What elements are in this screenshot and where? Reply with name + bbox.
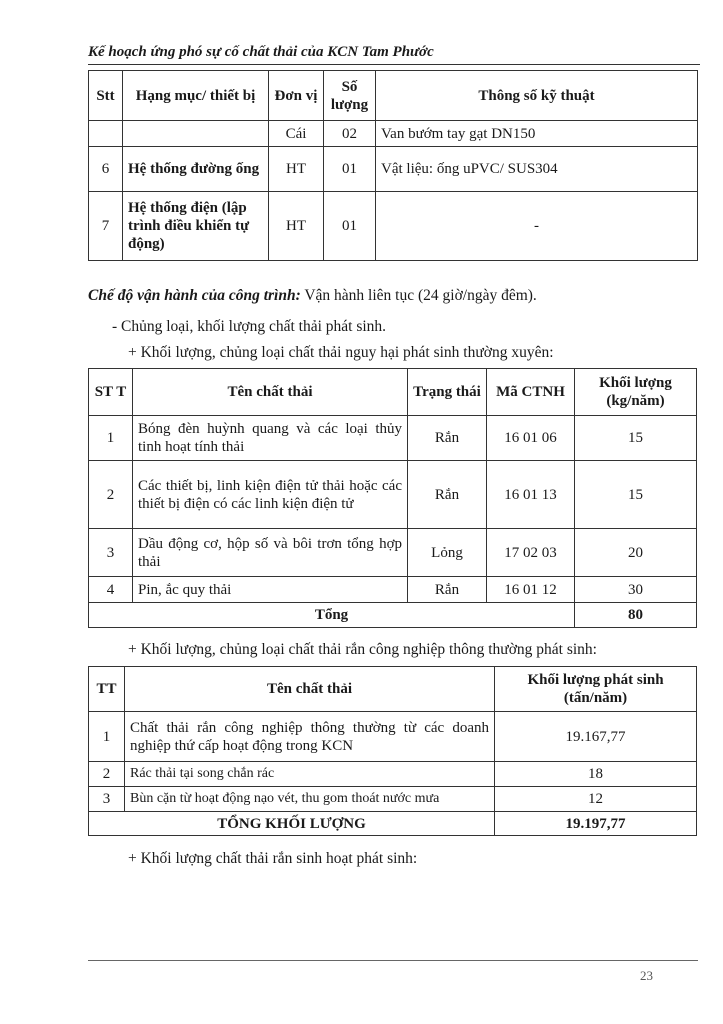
table-row (89, 416, 697, 461)
cell-item: Hệ thống đường ống (123, 147, 269, 192)
col-item: Hạng mục/ thiết bị (123, 71, 269, 121)
cell-name: Các thiết bị, linh kiện điện tử thải hoặc các thiết bị điện có các linh kiện điện tử (133, 461, 408, 529)
cell-qty: 01 (324, 147, 376, 192)
col-name: Tên chất thải (133, 369, 408, 416)
cell-stt: 4 (89, 577, 133, 603)
page-header: Kế hoạch ứng phó sự cố chất thải của KCN Tam Phước (88, 44, 434, 60)
total-value: 80 (575, 603, 697, 628)
total-label: TỔNG KHỐI LƯỢNG (89, 812, 495, 836)
cell-name: Chất thải rắn công nghiệp thông thường từ các doanh nghiệp thứ cấp hoạt động trong KCN (125, 712, 495, 762)
col-qty: Số lượng (324, 71, 376, 121)
cell-code: 16 01 06 (487, 416, 575, 461)
hazardous-waste-table (88, 368, 697, 628)
domestic-waste-heading: + Khối lượng chất thải rắn sinh hoạt phát sinh: (128, 850, 418, 867)
cell-tt: 1 (89, 712, 125, 762)
col-state: Trạng thái (408, 369, 487, 416)
cell-qty: 01 (324, 192, 376, 261)
cell-code: 16 01 13 (487, 461, 575, 529)
cell-stt: 7 (89, 192, 123, 261)
col-stt: Stt (89, 71, 123, 121)
cell-unit: Cái (269, 121, 324, 147)
total-row (89, 812, 697, 836)
table-row (89, 147, 698, 192)
col-stt: ST T (89, 369, 133, 416)
industrial-waste-table (88, 666, 697, 836)
col-spec: Thông số kỹ thuật (376, 71, 698, 121)
cell-spec: Van bướm tay gạt DN150 (376, 121, 698, 147)
equipment-table (88, 70, 698, 261)
operation-text: Vận hành liên tục (24 giờ/ngày đêm). (300, 287, 537, 304)
cell-mass: 18 (495, 762, 697, 787)
cell-code: 16 01 12 (487, 577, 575, 603)
header-rule (88, 64, 700, 65)
cell-name: Bùn cặn từ hoạt động nạo vét, thu gom thoát nước mưa (125, 787, 495, 812)
table-row (89, 762, 697, 787)
table-row (89, 461, 697, 529)
table-row (89, 712, 697, 762)
cell-mass: 15 (575, 461, 697, 529)
table-row (89, 787, 697, 812)
cell-name: Pin, ắc quy thải (133, 577, 408, 603)
cell-stt: 2 (89, 461, 133, 529)
cell-name: Dầu động cơ, hộp số và bôi trơn tổng hợp thải (133, 529, 408, 577)
waste-types-bullet: - Chủng loại, khối lượng chất thải phát sinh. (112, 318, 387, 335)
col-unit: Đơn vị (269, 71, 324, 121)
col-code: Mã CTNH (487, 369, 575, 416)
cell-spec: - (376, 192, 698, 261)
table-row (89, 121, 698, 147)
cell-tt: 3 (89, 787, 125, 812)
cell-name: Bóng đèn huỳnh quang và các loại thủy tinh hoạt tính thải (133, 416, 408, 461)
operation-mode (88, 287, 537, 305)
cell-mass: 20 (575, 529, 697, 577)
cell-mass: 30 (575, 577, 697, 603)
cell-mass: 12 (495, 787, 697, 812)
cell-stt (89, 121, 123, 147)
table-row (89, 192, 698, 261)
cell-state: Rắn (408, 416, 487, 461)
cell-stt: 3 (89, 529, 133, 577)
operation-label: Chế độ vận hành của công trình: (88, 287, 301, 304)
footer-rule (88, 960, 698, 961)
total-row (89, 603, 697, 628)
cell-item (123, 121, 269, 147)
cell-mass: 15 (575, 416, 697, 461)
cell-stt: 6 (89, 147, 123, 192)
cell-state: Rắn (408, 461, 487, 529)
col-tt: TT (89, 667, 125, 712)
hazardous-waste-heading: + Khối lượng, chủng loại chất thải nguy hại phát sinh thường xuyên: (128, 344, 554, 361)
cell-tt: 2 (89, 762, 125, 787)
cell-name: Rác thải tại song chắn rác (125, 762, 495, 787)
col-mass: Khối lượng (kg/năm) (575, 369, 697, 416)
total-label: Tổng (89, 603, 575, 628)
cell-code: 17 02 03 (487, 529, 575, 577)
cell-item: Hệ thống điện (lập trình điều khiển tự động) (123, 192, 269, 261)
cell-stt: 1 (89, 416, 133, 461)
cell-spec: Vật liệu: ống uPVC/ SUS304 (376, 147, 698, 192)
cell-mass: 19.167,77 (495, 712, 697, 762)
col-mass: Khối lượng phát sinh (tấn/năm) (495, 667, 697, 712)
industrial-waste-heading: + Khối lượng, chủng loại chất thải rắn công nghiệp thông thường phát sinh: (128, 641, 597, 658)
cell-unit: HT (269, 192, 324, 261)
cell-unit: HT (269, 147, 324, 192)
cell-state: Lỏng (408, 529, 487, 577)
cell-qty: 02 (324, 121, 376, 147)
page-number: 23 (640, 968, 653, 983)
col-name: Tên chất thải (125, 667, 495, 712)
table-row (89, 529, 697, 577)
total-value: 19.197,77 (495, 812, 697, 836)
cell-state: Rắn (408, 577, 487, 603)
table-row (89, 577, 697, 603)
